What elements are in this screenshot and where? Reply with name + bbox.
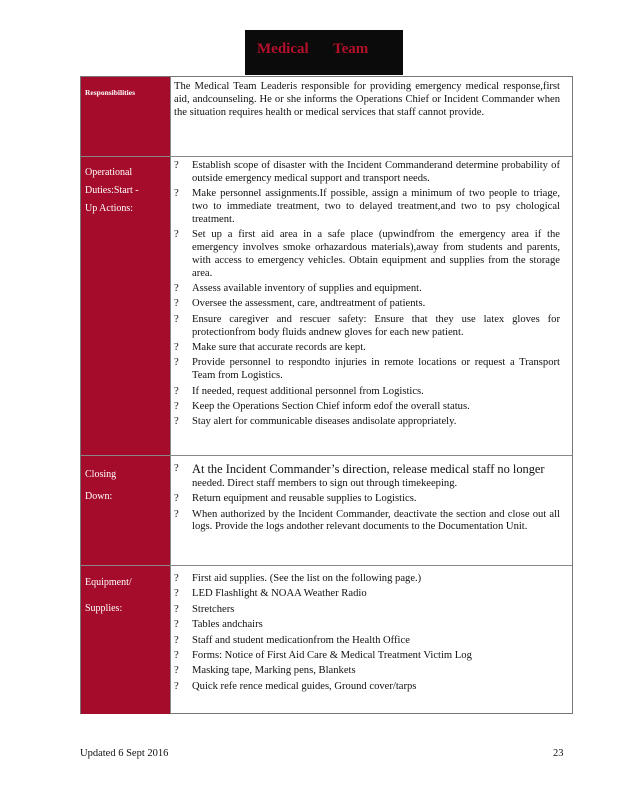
responsibilities-text: The Medical Team Leaderis responsible for providing emergency medical response,first aid, andcounseling. He or she informs the Operations Chief or Incident Commander when the situation requires health or medical services that staff cannot provide. [174,81,560,118]
operational-cell [170,158,572,432]
bullet-glyph: ? [174,603,179,615]
equipment-list [174,573,560,694]
list-item: ? Make sure that accurate records are kept. [174,341,366,353]
operational-label-line-3: Up Actions: [85,203,134,214]
bullet-glyph: ? [174,313,179,325]
bullet-glyph: ? [174,588,179,600]
list-item: ? Staff and student medicationfrom the Health Office [174,634,410,646]
list-item: ? Establish scope of disaster with the Incident Commanderand determine probability of outside emergency medical support and transport needs. [174,160,560,184]
responsibilities-label-cell [81,77,170,156]
bullet-glyph: ? [174,665,179,677]
list-item [174,463,560,491]
bullet-glyph: ? [174,573,179,584]
closing-item-continued: needed. Direct staff members to sign out through timekeeping. [192,477,458,489]
closing-label-line-2: Down: [85,491,113,502]
closing-label-cell [81,456,170,565]
duties-table [80,76,573,714]
bullet-glyph: ? [174,282,179,294]
bullet-glyph: ? [174,229,179,241]
closing-label-line-1: Closing [85,469,117,480]
list-item: ? Stay alert for communicable diseases andisolate appropriately. [174,416,457,428]
list-item: ? Stretchers [174,603,235,615]
operational-list [174,160,560,429]
list-item: ? Ensure caregiver and rescuer safety: Ensure that they use latex gloves for protectionfrom body fluids andnew gloves for each new patient. [174,313,560,338]
equipment-label-line-2: Supplies: [85,603,123,614]
list-item: ? Quick refe rence medical guides, Ground cover/tarps [174,680,417,692]
operational-label-line-2: Duties:Start - [85,185,139,196]
bullet-glyph: ? [174,341,179,353]
row-divider [81,156,572,157]
bullet-glyph: ? [174,400,179,412]
responsibilities-label: Responsibilities [85,88,136,97]
list-item: ? Oversee the assessment, care, andtreatment of patients. [174,298,426,310]
equipment-cell [170,571,572,696]
closing-cell [170,461,572,537]
row-divider [81,455,572,456]
bullet-glyph: ? [174,634,179,646]
closing-item-lead: At the Incident Commander’s direction, release medical staff no longer [192,462,545,476]
bullet-glyph: ? [174,680,179,692]
equipment-label-cell [81,566,170,714]
bullet-glyph: ? [174,188,179,200]
list-item: ? Return equipment and reusable supplies to Logistics. [174,493,417,505]
bullet-glyph: ? [174,357,179,369]
page-title-word-1: Medical [257,41,309,57]
list-item: ? Set up a first aid area in a safe place (upwindfrom the emergency area if the emergency involves smoke orhazardous materials),away from students and parents, with access to emergency vehicles. Obtain equipment and supplies from the storage area. [174,229,560,279]
list-item: ? Assess available inventory of supplies and equipment. [174,282,422,294]
page-title-word-2: Team [333,41,369,57]
list-item: ? Keep the Operations Section Chief inform edof the overall status. [174,400,470,412]
equipment-label-line-1: Equipment/ [85,577,132,588]
bullet-glyph: ? [174,160,179,171]
list-item: ? LED Flashlight & NOAA Weather Radio [174,588,367,600]
bullet-glyph: ? [174,463,179,474]
responsibilities-cell [170,79,572,119]
operational-label-line-1: Operational [85,167,133,178]
bullet-glyph: ? [174,493,179,505]
bullet-glyph: ? [174,649,179,661]
list-item: ? Forms: Notice of First Aid Care & Medical Treatment Victim Log [174,649,472,661]
page-number: 23 [553,748,564,759]
footer-updated: Updated 6 Sept 2016 [80,748,169,759]
list-item: ? When authorized by the Incident Commander, deactivate the section and close out all logs. Provide the logs andother relevant documents to the Documentation Unit. [174,508,560,533]
page-title-box [245,30,403,75]
operational-label-cell [81,157,170,455]
closing-list [174,463,560,534]
bullet-glyph: ? [174,508,179,520]
bullet-glyph: ? [174,619,179,631]
list-item: ? Tables andchairs [174,619,263,631]
list-item: ? First aid supplies. (See the list on the following page.) [174,573,422,584]
list-item: ? Provide personnel to respondto injuries in remote locations or request a Transport Team from Logistics. [174,357,560,382]
bullet-glyph: ? [174,416,179,428]
list-item: ? Masking tape, Marking pens, Blankets [174,665,356,677]
list-item: ? If needed, request additional personnel from Logistics. [174,385,424,397]
bullet-glyph: ? [174,385,179,397]
bullet-glyph: ? [174,298,179,310]
list-item: ? Make personnel assignments.If possible, assign a minimum of two people to triage, two to immediate treatment, two to delayed treatment,and two to psy chological treatment. [174,188,560,225]
row-divider [81,565,572,566]
